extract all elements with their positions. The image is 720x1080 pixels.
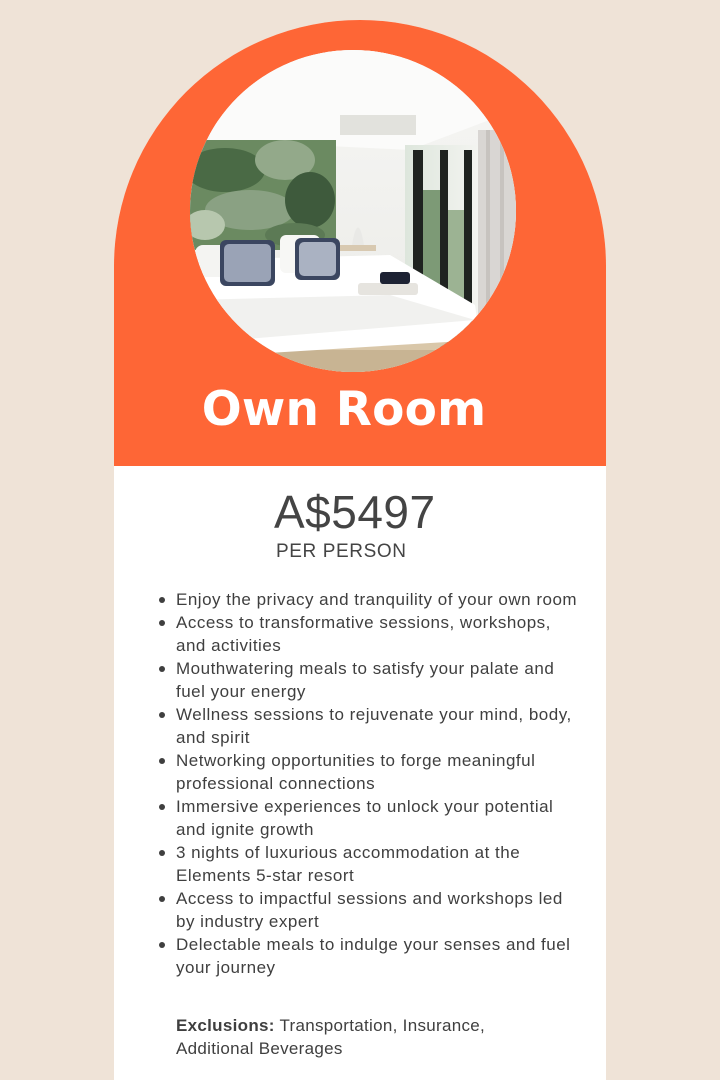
feature-item: Immersive experiences to unlock your potential and ignite growth bbox=[176, 795, 582, 841]
pricing-card bbox=[114, 20, 606, 1080]
feature-item: Networking opportunities to forge meaningful professional connections bbox=[176, 749, 582, 795]
features-list bbox=[176, 588, 582, 979]
feature-item: Delectable meals to indulge your senses and fuel your journey bbox=[176, 933, 582, 979]
feature-item: 3 nights of luxurious accommodation at the Elements 5-star resort bbox=[176, 841, 582, 887]
card-header bbox=[114, 20, 606, 466]
room-type-title: Own Room bbox=[201, 382, 487, 437]
price-unit: PER PERSON bbox=[276, 541, 407, 562]
exclusions-label: Exclusions: bbox=[176, 1016, 275, 1035]
feature-item: Access to transformative sessions, workshops, and activities bbox=[176, 611, 582, 657]
feature-item: Wellness sessions to rejuvenate your mind, body, and spirit bbox=[176, 703, 582, 749]
exclusions-text: Transportation, Insurance, Additional Beverages bbox=[176, 1016, 486, 1058]
bedroom-illustration bbox=[190, 50, 516, 372]
exclusions-note bbox=[176, 1014, 556, 1060]
room-photo bbox=[190, 50, 516, 372]
feature-item: Enjoy the privacy and tranquility of your own room bbox=[176, 588, 582, 611]
feature-item: Access to impactful sessions and workshops led by industry expert bbox=[176, 887, 582, 933]
price: A$5497 bbox=[274, 486, 436, 538]
feature-item: Mouthwatering meals to satisfy your palate and fuel your energy bbox=[176, 657, 582, 703]
